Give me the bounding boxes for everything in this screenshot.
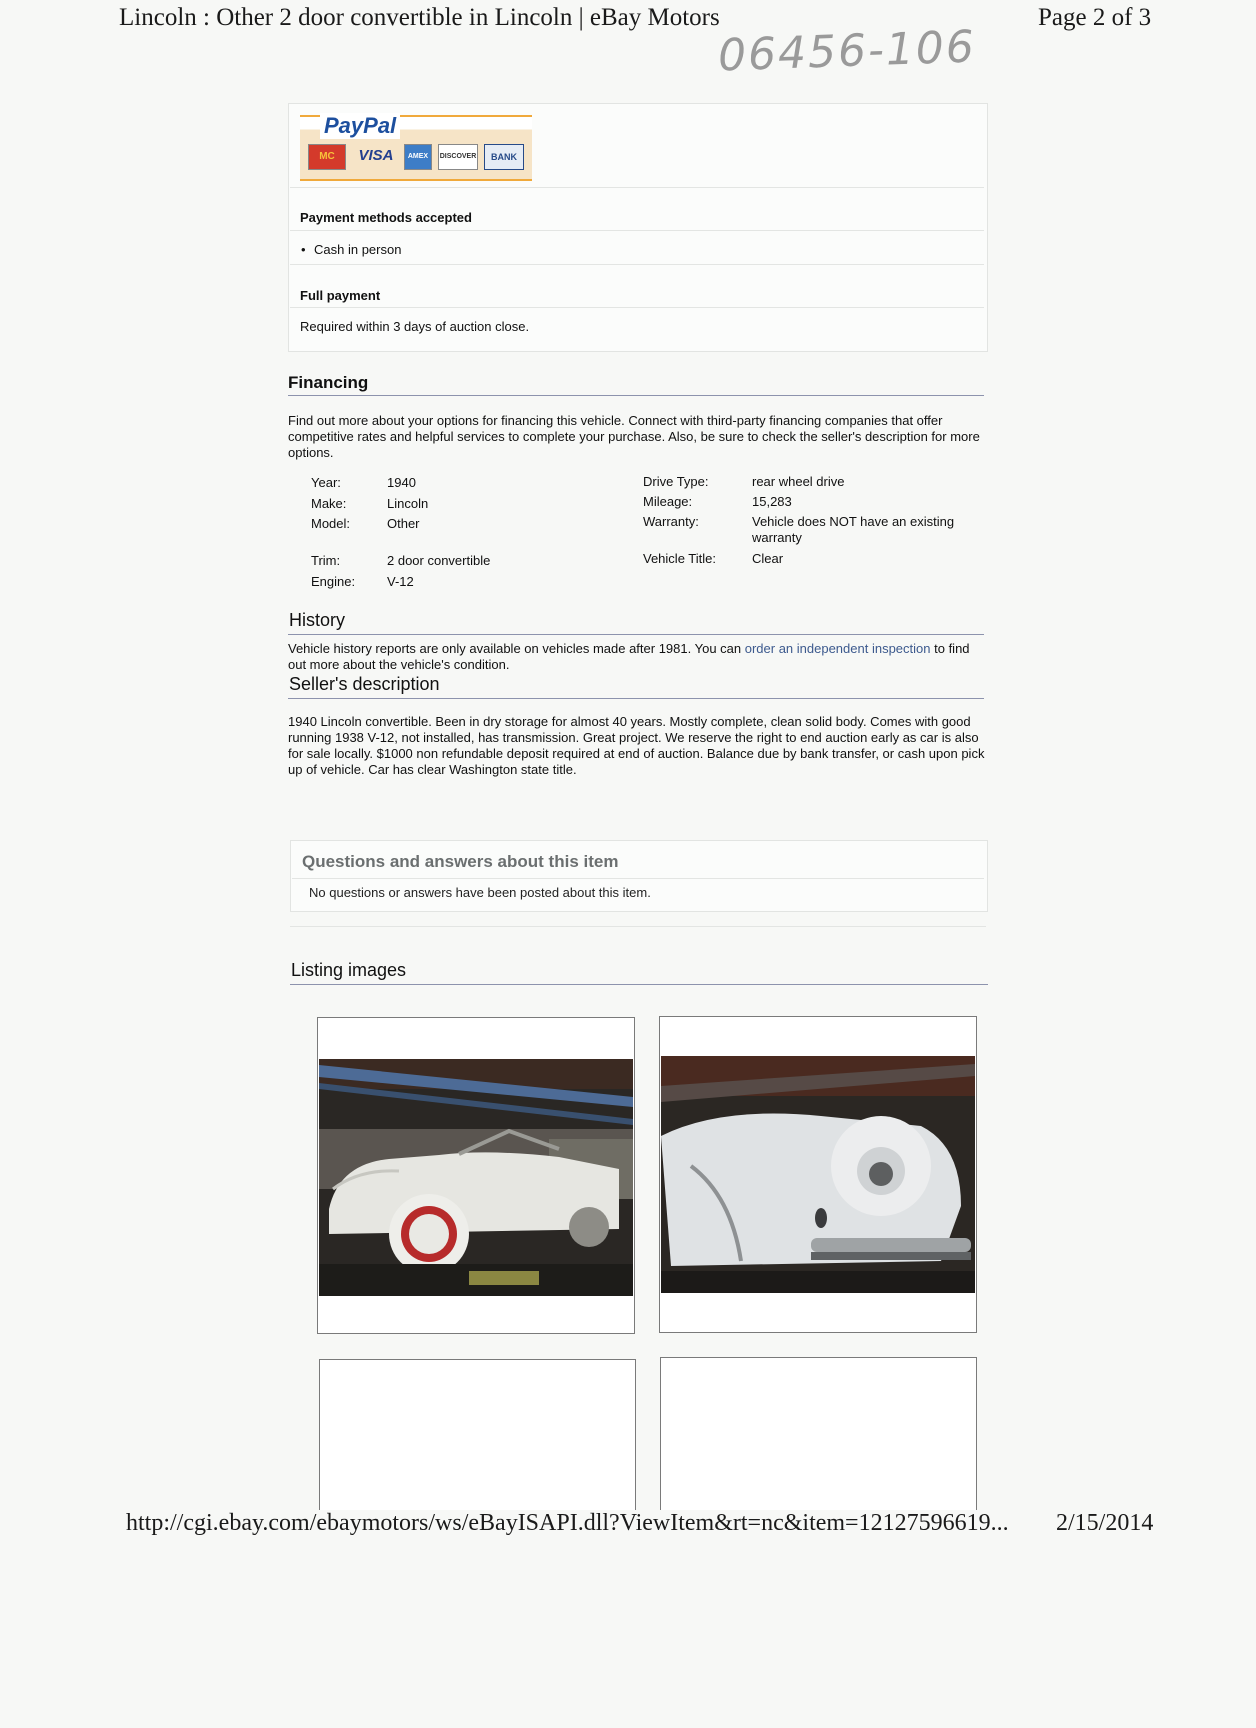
divider: [290, 307, 984, 308]
section-divider: [290, 984, 988, 985]
spec-label-vehicle-title: Vehicle Title:: [643, 551, 716, 566]
handwritten-stamp: 06456-106: [717, 21, 977, 82]
print-footer-date: 2/15/2014: [1056, 1510, 1154, 1536]
divider: [290, 187, 984, 188]
bank-icon: BANK: [484, 144, 524, 170]
listing-image-frame-3[interactable]: [319, 1359, 636, 1510]
seller-description-text: 1940 Lincoln convertible. Been in dry storage for almost 40 years. Mostly complete, clean solid body. Comes with good running 1938 V-12, not installed, has transmission. Great project. We reserve the right to end auction early as car is also for sale locally. $1000 non refundable deposit required at end of auction. Balance due by bank transfer, or cash upon pick up of vehicle. Car has clear Washington state title.: [288, 714, 985, 777]
financing-title: Financing: [288, 373, 369, 392]
print-header-title: Lincoln : Other 2 door convertible in Lincoln | eBay Motors: [119, 4, 720, 31]
seller-description-title: Seller's description: [289, 674, 440, 694]
print-footer-url: http://cgi.ebay.com/ebaymotors/ws/eBayISAPI.dll?ViewItem&rt=nc&item=12127596619...: [126, 1510, 1009, 1536]
divider: [290, 264, 984, 265]
full-payment-text: Required within 3 days of auction close.: [300, 319, 530, 334]
spec-label-engine: Engine:: [311, 574, 356, 589]
spec-value-drive-type: rear wheel drive: [752, 474, 845, 489]
listing-images-title: Listing images: [291, 960, 407, 980]
spec-value-make: Lincoln: [387, 496, 429, 511]
spec-label-make: Make:: [311, 496, 347, 511]
paypal-logo-text: PayPal: [320, 113, 400, 139]
amex-icon: AMEX: [404, 144, 432, 170]
spec-value-vehicle-title: Clear: [752, 551, 784, 566]
divider: [292, 878, 984, 879]
full-payment-heading: Full payment: [300, 288, 381, 303]
spec-value-trim: 2 door convertible: [387, 553, 491, 568]
history-text-before: Vehicle history reports are only available on vehicles made after 1981. You can: [288, 641, 745, 656]
history-text: [288, 641, 988, 673]
mastercard-icon: MC: [308, 144, 346, 170]
financing-text: Find out more about your options for financing this vehicle. Connect with third-party financing companies that offer competitive rates and helpful services to complete your purchase. Also, be sure to check the seller's description for more options.: [288, 413, 980, 460]
spec-value-mileage: 15,283: [752, 494, 792, 509]
section-divider: [288, 698, 984, 699]
section-divider: [288, 634, 984, 635]
car-photo-rear[interactable]: [661, 1056, 975, 1293]
spec-label-drive-type: Drive Type:: [643, 474, 709, 489]
spec-label-year: Year:: [311, 475, 341, 490]
listing-image-frame-4[interactable]: [660, 1357, 977, 1510]
bullet-icon: •: [301, 242, 306, 257]
section-divider: [288, 395, 984, 396]
payment-method-item: Cash in person: [314, 242, 402, 257]
divider: [290, 230, 984, 231]
qa-title: Questions and answers about this item: [302, 852, 619, 871]
listing-image-frame-1[interactable]: [317, 1017, 635, 1334]
payment-methods-heading: Payment methods accepted: [300, 210, 472, 225]
visa-icon: VISA: [358, 147, 394, 164]
spec-value-year: 1940: [387, 475, 416, 490]
history-title: History: [289, 610, 346, 630]
spec-value-warranty: Vehicle does NOT have an existing warranty: [752, 514, 955, 545]
car-photo-front[interactable]: [319, 1059, 633, 1296]
spec-label-warranty: Warranty:: [643, 514, 699, 529]
spec-value-model: Other: [387, 516, 420, 531]
divider: [290, 926, 986, 927]
listing-image-frame-2[interactable]: [659, 1016, 977, 1333]
page-number: Page 2 of 3: [1038, 4, 1152, 31]
spec-value-engine: V-12: [387, 574, 414, 589]
history-text-after: to find out more about the vehicle's condition.: [288, 641, 970, 672]
qa-box: [290, 840, 988, 912]
spec-label-model: Model:: [311, 516, 351, 531]
qa-text: No questions or answers have been posted about this item.: [309, 885, 651, 900]
spec-label-mileage: Mileage:: [643, 494, 693, 509]
spec-label-trim: Trim:: [311, 553, 341, 568]
inspection-link[interactable]: order an independent inspection: [744, 641, 931, 656]
discover-icon: DISCOVER: [438, 144, 478, 170]
